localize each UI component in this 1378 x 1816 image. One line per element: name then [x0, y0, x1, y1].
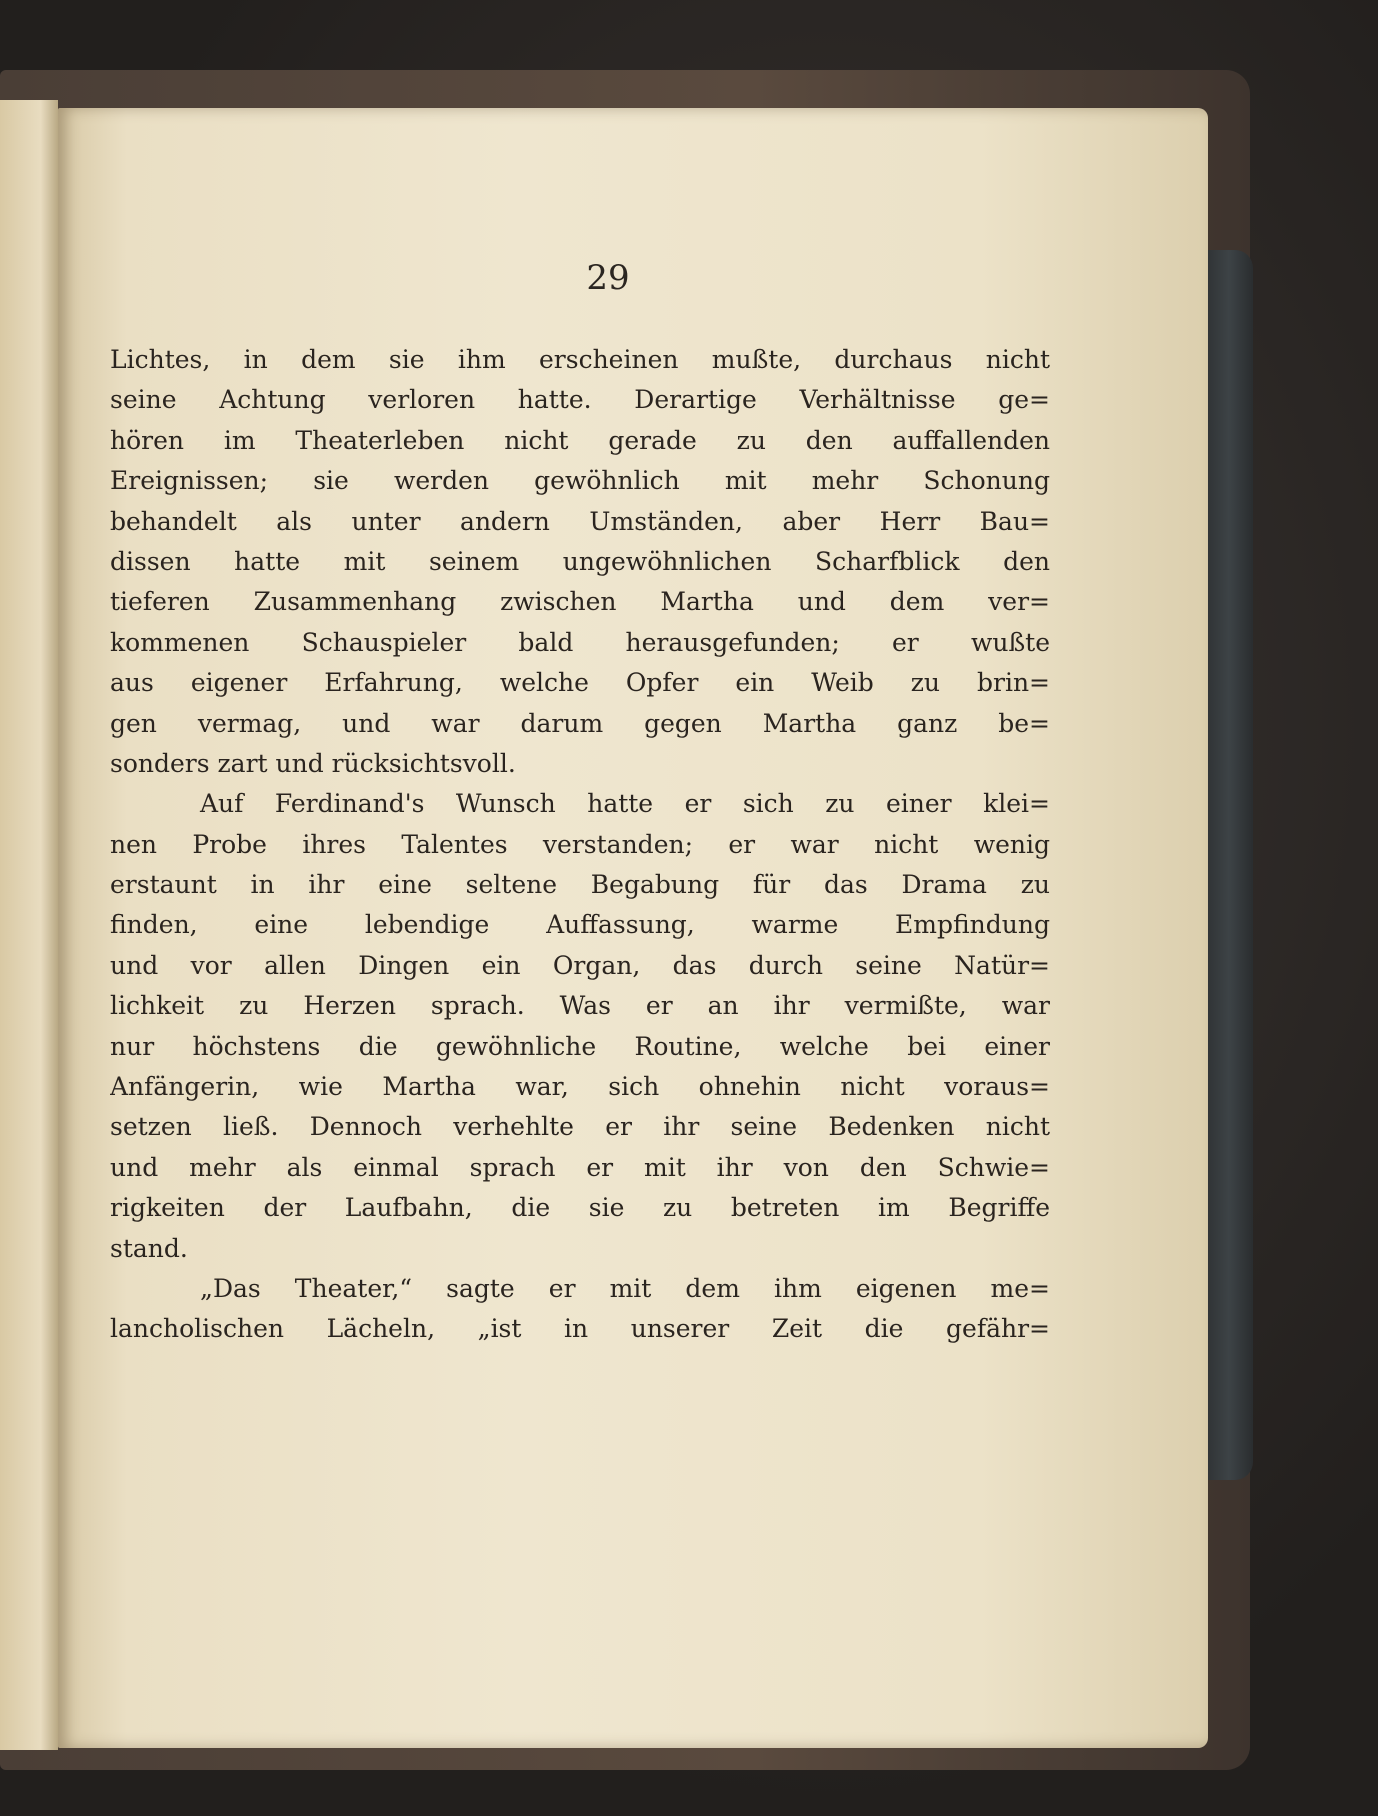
- text-line: sonders zart und rücksichtsvoll.: [110, 748, 516, 778]
- text-line: Lichtes, in dem sie ihm erscheinen mußte, durchaus nicht: [110, 345, 1050, 374]
- book-page: [58, 108, 1208, 1748]
- text-line: tieferen Zusammenhang zwischen Martha und dem ver=: [110, 587, 1050, 617]
- text-line: lancholischen Lächeln, „ist in unserer Zeit die gefähr=: [110, 1314, 1050, 1344]
- text-line: behandelt als unter andern Umständen, aber Herr Bau=: [110, 506, 1050, 536]
- text-line: „Das Theater,“ sagte er mit dem ihm eigenen me=: [200, 1273, 1050, 1303]
- text-line: gen vermag, und war darum gegen Martha ganz be=: [110, 708, 1050, 738]
- text-line: seine Achtung verloren hatte. Derartige Verhältnisse ge=: [110, 385, 1050, 415]
- text-line: rigkeiten der Laufbahn, die sie zu betreten im Begriffe: [110, 1193, 1050, 1223]
- text-line: setzen ließ. Dennoch verhehlte er ihr seine Bedenken nicht: [110, 1112, 1050, 1142]
- text-line: nen Probe ihres Talentes verstanden; er war nicht wenig: [110, 829, 1050, 859]
- text-line: dissen hatte mit seinem ungewöhnlichen Scharfblick den: [110, 546, 1050, 576]
- text-line: aus eigener Erfahrung, welche Opfer ein Weib zu brin=: [110, 668, 1050, 698]
- text-line: nur höchstens die gewöhnliche Routine, welche bei einer: [110, 1031, 1050, 1061]
- text-line: kommenen Schauspieler bald herausgefunden; er wußte: [110, 627, 1050, 657]
- page-number: 29: [586, 258, 630, 298]
- text-line: erstaunt in ihr eine seltene Begabung für das Drama zu: [110, 870, 1050, 900]
- book-cover-edge: [1205, 250, 1253, 1480]
- text-line: und mehr als einmal sprach er mit ihr von den Schwie=: [110, 1152, 1050, 1182]
- text-line: Auf Ferdinand's Wunsch hatte er sich zu einer klei=: [200, 789, 1050, 819]
- text-line: und vor allen Dingen ein Organ, das durch seine Natür=: [110, 950, 1050, 980]
- text-line: Ereignissen; sie werden gewöhnlich mit mehr Schonung: [110, 466, 1050, 496]
- text-line: finden, eine lebendige Auffassung, warme Empfindung: [110, 910, 1050, 940]
- left-page-edge: [0, 100, 58, 1750]
- text-line: Anfängerin, wie Martha war, sich ohnehin nicht voraus=: [110, 1072, 1050, 1102]
- text-line: stand.: [110, 1233, 188, 1263]
- text-line: hören im Theaterleben nicht gerade zu den auffallenden: [110, 425, 1050, 455]
- text-line: lichkeit zu Herzen sprach. Was er an ihr vermißte, war: [110, 991, 1050, 1021]
- body-text: [110, 340, 1050, 1350]
